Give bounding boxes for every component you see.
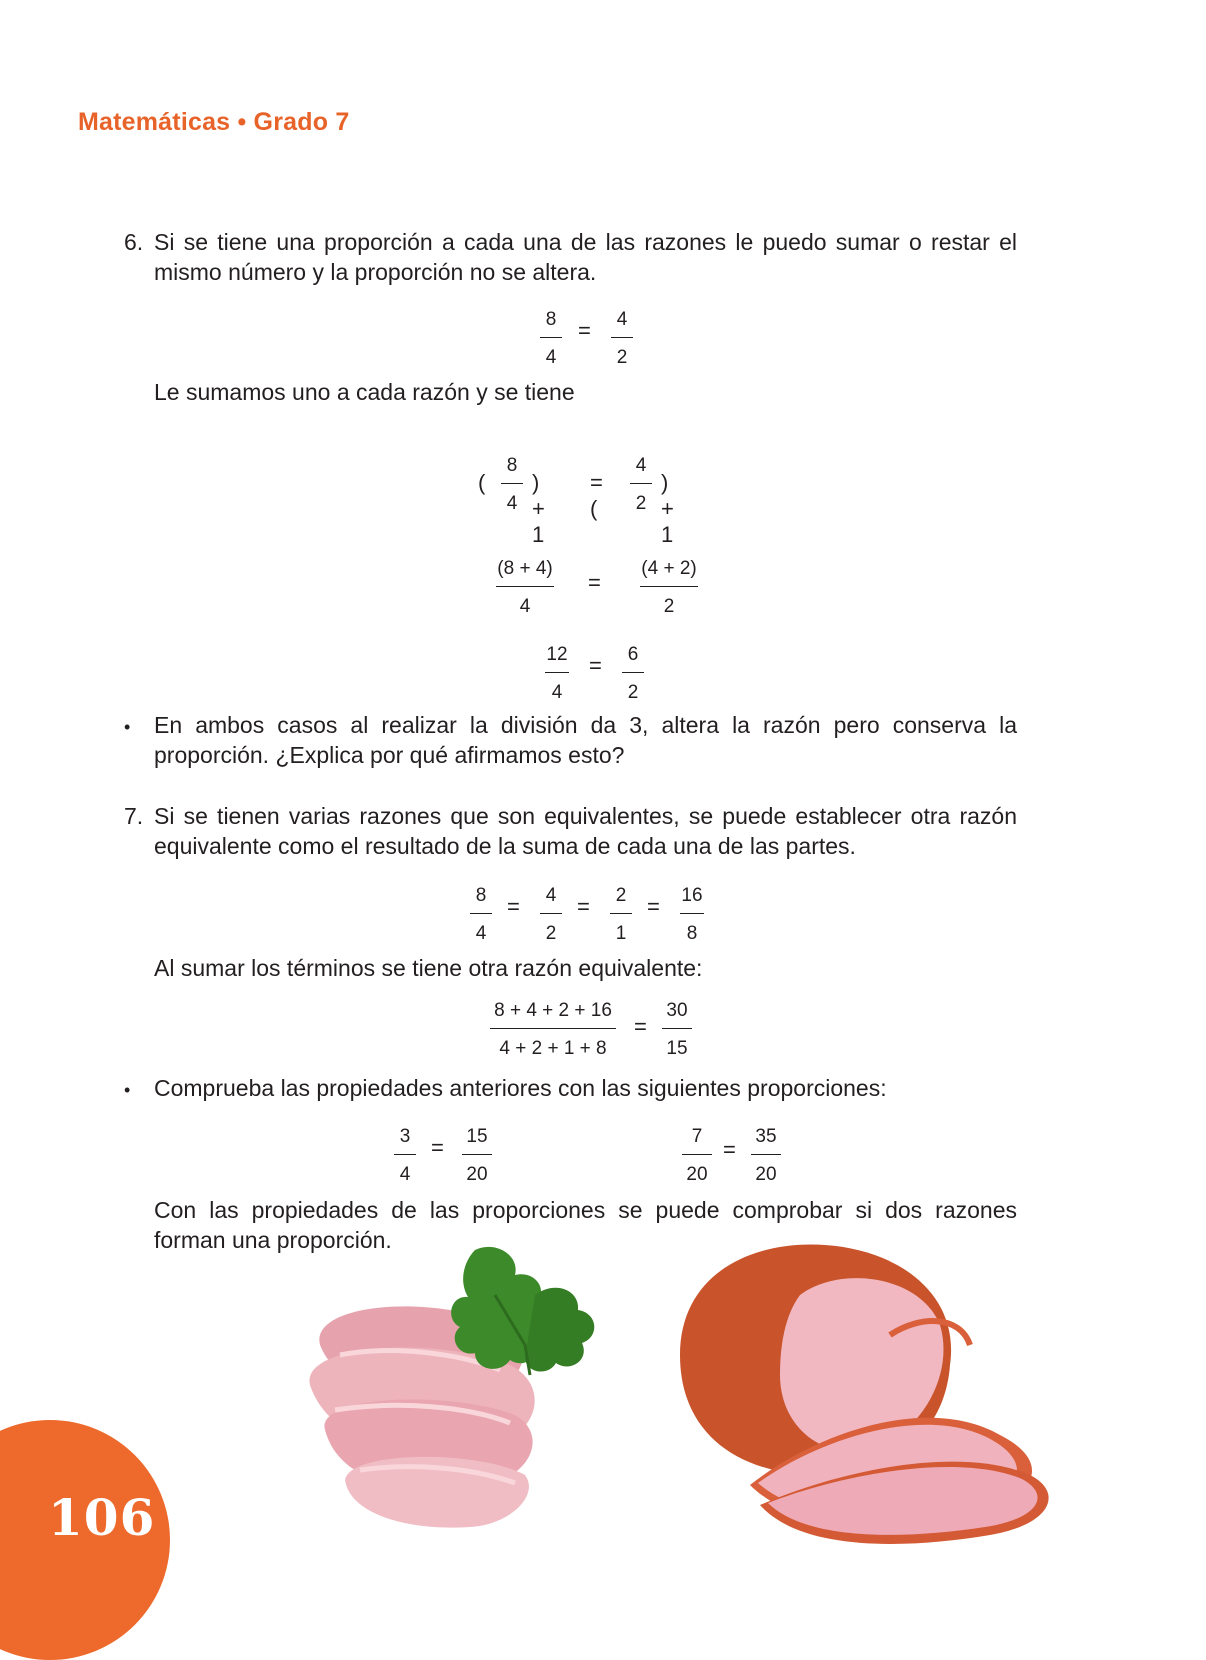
numerator: 4 — [616, 309, 628, 330]
equals-sign: = — [589, 653, 602, 678]
item-7-text: Si se tienen varias razones que son equivalentes, se puede establecer otra razón equivalente como el resultado de la suma de cada una de las partes. — [154, 803, 1017, 859]
denominator: 20 — [466, 1164, 488, 1186]
item-6-line-2: Le sumamos uno a cada razón y se tiene — [154, 379, 575, 405]
fraction — [490, 557, 560, 619]
header-separator: • — [237, 108, 247, 136]
item-6-text: Si se tiene una proporción a cada una de las razones le puedo sumar o restar el mismo número y la proporción no se altera. — [154, 229, 1017, 285]
fraction — [634, 557, 704, 619]
numerator: 2 — [615, 885, 627, 906]
fraction — [478, 999, 628, 1061]
numerator: 4 — [545, 885, 557, 906]
fraction — [662, 1125, 732, 1187]
numerator: 8 + 4 + 2 + 16 — [494, 1000, 612, 1021]
numerator: 8 — [475, 885, 487, 906]
denominator: 2 — [635, 493, 647, 515]
denominator: 15 — [666, 1038, 688, 1060]
denominator: 4 + 2 + 1 + 8 — [499, 1038, 607, 1060]
cured-ham-with-slices — [680, 1245, 1049, 1544]
fraction — [522, 643, 592, 705]
numerator: 12 — [546, 644, 568, 665]
fraction — [731, 1125, 801, 1187]
numerator: 4 — [635, 455, 647, 476]
bullet-mark: • — [124, 717, 131, 737]
item-7-line-2: Al sumar los términos se tiene otra razón equivalente: — [154, 955, 703, 981]
fraction — [586, 884, 656, 946]
numerator: 3 — [399, 1126, 411, 1147]
item-7-number: 7. — [124, 803, 144, 829]
running-header — [78, 108, 349, 137]
denominator: 2 — [545, 923, 557, 945]
numerator: 15 — [466, 1126, 488, 1147]
denominator: 4 — [475, 923, 487, 945]
equals-sign: = — [634, 1014, 647, 1039]
denominator: 2 — [663, 596, 675, 618]
denominator: 1 — [615, 923, 627, 945]
denominator: 20 — [755, 1164, 777, 1186]
fraction — [442, 1125, 512, 1187]
equals-open-paren: = ( — [590, 470, 603, 521]
denominator: 20 — [686, 1164, 708, 1186]
numerator: 7 — [691, 1126, 703, 1147]
fraction — [446, 884, 516, 946]
equals-sign: = — [431, 1135, 444, 1160]
equals-sign: = — [577, 894, 590, 919]
denominator: 4 — [545, 347, 557, 369]
close-paren-plus-one: ) + 1 — [661, 470, 674, 547]
fraction — [657, 884, 727, 946]
numerator: 35 — [755, 1126, 777, 1147]
denominator: 2 — [616, 347, 628, 369]
equals-sign: = — [578, 318, 591, 343]
open-paren: ( — [478, 470, 486, 495]
fraction — [370, 1125, 440, 1187]
fraction — [642, 999, 712, 1061]
denominator: 4 — [551, 682, 563, 704]
bullet-2-text: Comprueba las propiedades anteriores con las siguientes proporciones: — [154, 1075, 887, 1101]
numerator: 6 — [627, 644, 639, 665]
denominator: 4 — [519, 596, 531, 618]
numerator: 8 — [545, 309, 557, 330]
close-paren-plus-one: ) + 1 — [532, 470, 545, 547]
denominator: 4 — [399, 1164, 411, 1186]
numerator: (8 + 4) — [497, 558, 553, 579]
item-6-number: 6. — [124, 229, 144, 255]
fraction — [516, 308, 586, 370]
equals-sign: = — [647, 894, 660, 919]
numerator: 8 — [506, 455, 518, 476]
bullet-mark: • — [124, 1080, 131, 1100]
equals-sign: = — [507, 894, 520, 919]
ham-photo — [280, 1235, 1070, 1575]
bullet-1-text: En ambos casos al realizar la división da 3, altera la razón pero conserva la proporción. ¿Explica por qué afirmamos esto? — [154, 712, 1017, 768]
header-grade: Grado 7 — [253, 108, 350, 136]
equals-sign: = — [723, 1137, 736, 1162]
numerator: 30 — [666, 1000, 688, 1021]
ham-slices-with-parsley — [309, 1247, 594, 1528]
denominator: 4 — [506, 493, 518, 515]
equals-sign: = — [588, 570, 601, 595]
fraction — [587, 308, 657, 370]
closing-text: Con las propiedades de las proporciones se puede comprobar si dos razones forman una proporción. — [154, 1197, 1017, 1253]
fraction — [516, 884, 586, 946]
denominator: 2 — [627, 682, 639, 704]
numerator: (4 + 2) — [641, 558, 697, 579]
numerator: 16 — [681, 885, 703, 906]
denominator: 8 — [686, 923, 698, 945]
header-subject: Matemáticas — [78, 108, 231, 136]
page-number: 106 — [48, 1488, 156, 1547]
fraction — [598, 643, 668, 705]
